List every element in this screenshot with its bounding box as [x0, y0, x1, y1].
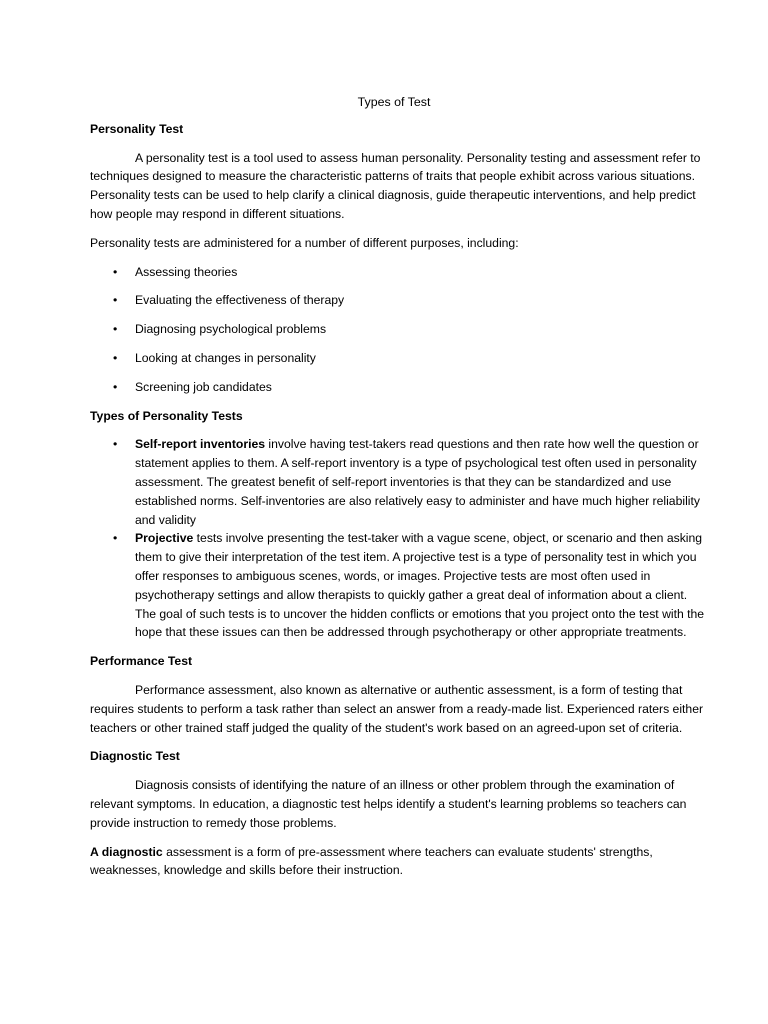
diagnostic-assessment-paragraph: [90, 843, 708, 881]
personality-intro-paragraph: A personality test is a tool used to assess human personality. Personality testing and assessment refer to techniques designed to measure the characteristic patterns of traits that people exhibit across various situations. Personality tests can be used to help clarify a clinical diagnosis, guide therapeutic interventions, and help predict how people may respond in different situations.: [90, 150, 701, 221]
projective-item: [90, 529, 708, 642]
purposes-list: [90, 263, 708, 397]
self-report-item: [90, 435, 708, 529]
projective-description: tests involve presenting the test-taker with a vague scene, object, or scenario and then asking them to give their interpretation of the test item. A projective test is a type of personality test in which you offer responses to ambiguous scenes, words, or images. Projective tests are most often used in psychotherapy settings and allow therapists to quickly gather a great deal of information about a client. The goal of such tests is to uncover the hidden conflicts or emotions that you project onto the test with the hope that these issues can then be addressed through psychotherapy or other appropriate treatments.: [135, 531, 705, 640]
diagnostic-assessment-term: A diagnostic: [90, 844, 163, 859]
purposes-lead-paragraph: Personality tests are administered for a number of different purposes, including:: [90, 235, 519, 250]
purpose-item: • Looking at changes in personality: [90, 349, 708, 368]
self-report-term: Self-report inventories: [135, 437, 266, 452]
purpose-item: • Assessing theories: [90, 263, 708, 282]
purpose-item: • Screening job candidates: [90, 378, 708, 397]
diagnostic-test-heading: Diagnostic Test: [90, 749, 180, 764]
document-title: Types of Test: [357, 95, 431, 109]
performance-test-heading: Performance Test: [90, 654, 193, 669]
purpose-item: • Evaluating the effectiveness of therapy: [90, 291, 708, 310]
projective-term: Projective: [135, 531, 194, 546]
personality-test-types-list: [90, 435, 708, 642]
personality-test-heading: Personality Test: [90, 121, 184, 136]
types-of-personality-tests-heading: Types of Personality Tests: [90, 408, 243, 423]
purpose-item: • Diagnosing psychological problems: [90, 320, 708, 339]
performance-paragraph: Performance assessment, also known as alternative or authentic assessment, is a form of testing that requires students to perform a task rather than select an answer from a ready-made list. Experienced raters either teachers or other trained staff judged the quality of the student's work based on an agreed-upon set of criteria.: [90, 682, 704, 735]
diagnostic-assessment-description: assessment is a form of pre-assessment where teachers can evaluate students' strengths, weaknesses, knowledge and skills before their instruction.: [90, 844, 653, 878]
self-report-description: involve having test-takers read questions and then rate how well the question or statement applies to them. A self-report inventory is a type of psychological test often used in personality assessment. The greatest benefit of self-report inventories is that they can be standardized and use established norms. Self-inventories are also relatively easy to administer and have much higher reliability and validity: [135, 437, 700, 527]
diagnostic-paragraph: Diagnosis consists of identifying the nature of an illness or other problem through the examination of relevant symptoms. In education, a diagnostic test helps identify a student's learning problems so teachers can provide instruction to remedy those problems.: [90, 778, 687, 830]
